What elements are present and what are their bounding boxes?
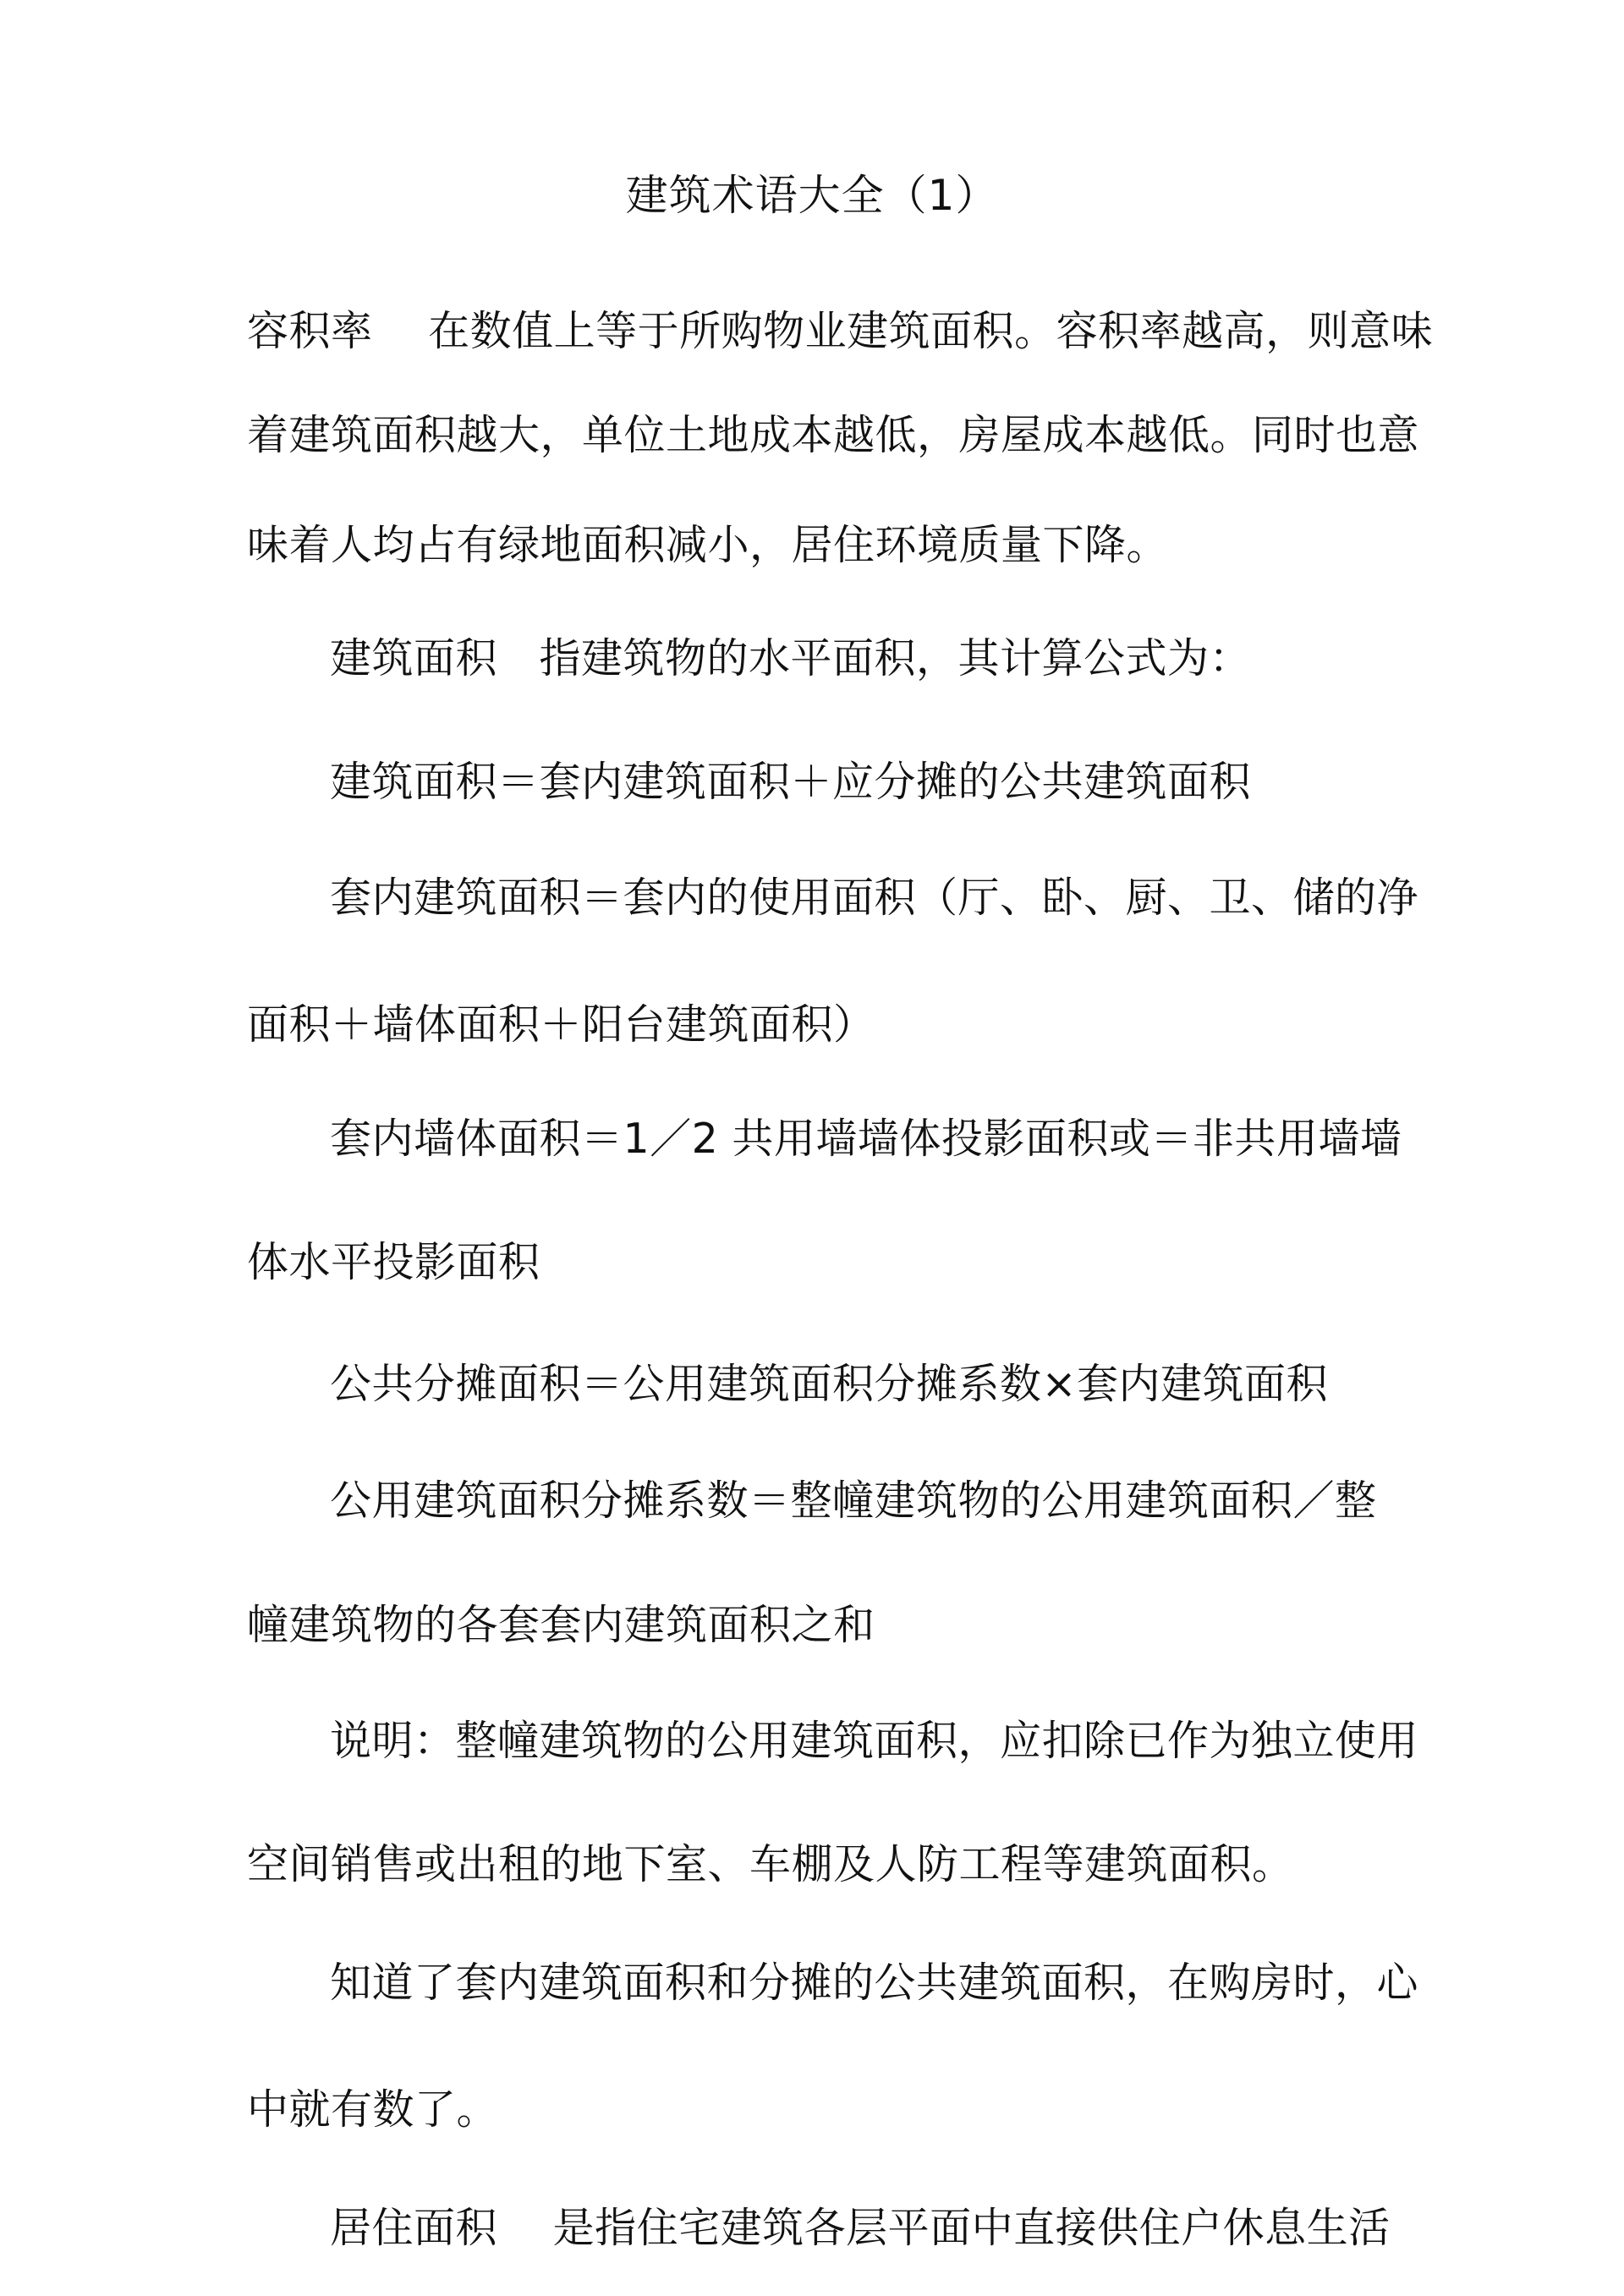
text-line: 公用建筑面积分摊系数＝整幢建筑物的公用建筑面积／整: [330, 1477, 1377, 1525]
text-line: 面积＋墙体面积＋阳台建筑面积）: [247, 1000, 875, 1049]
text-line: 空间销售或出租的地下室、车棚及人防工程等建筑面积。: [247, 1840, 1294, 1888]
text-line: 体水平投影面积: [247, 1238, 540, 1286]
text-line: 知道了套内建筑面积和分摊的公共建筑面积，在购房时，心: [330, 1959, 1419, 2007]
text-line: 容积率 在数值上等于所购物业建筑面积。容积率越高，则意味: [247, 307, 1434, 355]
text-line: 说明：整幢建筑物的公用建筑面积，应扣除已作为独立使用: [330, 1717, 1419, 1765]
page-title: 建筑术语大全（1）: [625, 171, 999, 220]
text-line: 公共分摊面积＝公用建筑面积分摊系数×套内建筑面积: [330, 1360, 1329, 1408]
text-line: 套内墙体面积＝1／2 共用墙墙体投影面积或＝非共用墙墙: [330, 1115, 1402, 1163]
text-line: 幢建筑物的各套套内建筑面积之和: [247, 1601, 875, 1649]
text-line: 居住面积 是指住宅建筑各层平面中直接供住户休息生活: [330, 2204, 1391, 2252]
text-line: 中就有数了。: [247, 2085, 499, 2134]
text-line: 建筑面积＝套内建筑面积＋应分摊的公共建筑面积: [330, 758, 1252, 806]
text-line: 着建筑面积越大，单位土地成本越低，房屋成本越低。同时也意: [247, 411, 1420, 459]
text-line: 建筑面积 指建筑物的水平面积，其计算公式为：: [330, 634, 1252, 682]
text-line: 套内建筑面积＝套内的使用面积（厅、卧、厨、卫、储的净: [330, 874, 1419, 922]
text-line: 味着人均占有绿地面积减小，居住环境质量下降。: [247, 521, 1169, 569]
